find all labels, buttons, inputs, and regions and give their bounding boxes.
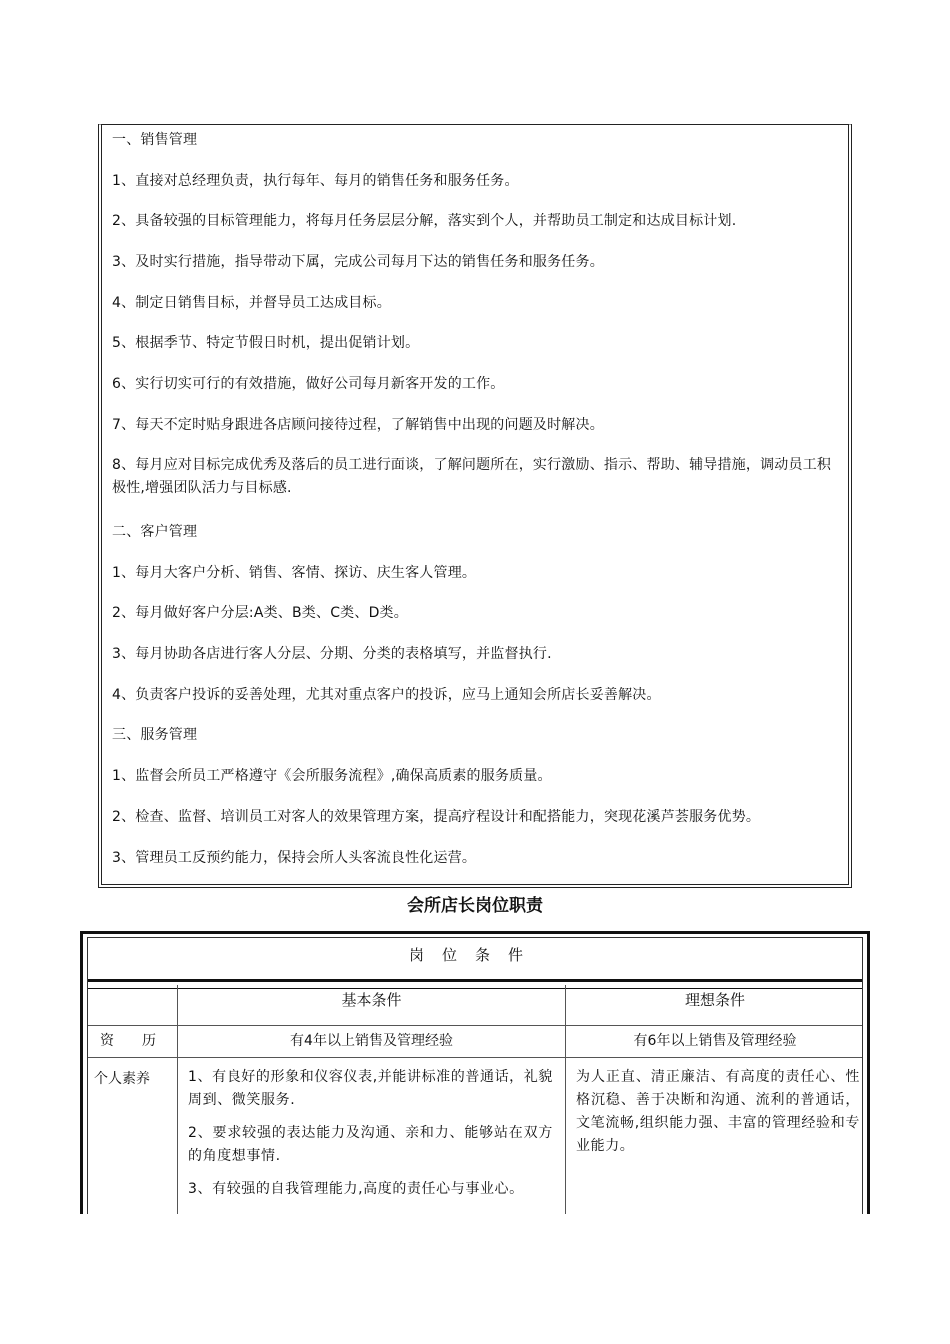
sales-item-8: 8、每月应对目标完成优秀及落后的员工进行面谈，了解问题所在，实行激励、指示、帮助、辅导措施，调动员工积极性,增强团队活力与目标感. [112, 457, 832, 496]
conditions-table-inner [87, 937, 863, 1214]
sales-item-1: 1、直接对总经理负责，执行每年、每月的销售任务和服务任务。 [112, 173, 519, 189]
customer-item-1: 1、每月大客户分析、销售、客情、探访、庆生客人管理。 [112, 565, 477, 581]
basic-requirement-3: 3、有较强的自我管理能力,高度的责任心与事业心。 [188, 1181, 524, 1197]
qualification-basic: 有4年以上销售及管理经验 [290, 1033, 453, 1049]
sales-item-5: 5、根据季节、特定节假日时机，提出促销计划。 [112, 335, 420, 351]
row-label-qualification: 资 历 [100, 1033, 156, 1049]
basic-requirement-1: 1、有良好的形象和仪容仪表,并能讲标准的普通话，礼貌周到、微笑服务. [188, 1069, 553, 1108]
sales-item-3: 3、及时实行措施，指导带动下属，完成公司每月下达的销售任务和服务任务。 [112, 254, 604, 270]
sales-item-7: 7、每天不定时贴身跟进各店顾问接待过程，了解销售中出现的问题及时解决。 [112, 417, 604, 433]
qualification-ideal: 有6年以上销售及管理经验 [633, 1033, 797, 1049]
page-title: 会所店长岗位职责 [407, 896, 543, 916]
service-item-3: 3、管理员工反预约能力，保持会所人头客流良性化运营。 [112, 850, 477, 866]
personal-quality-basic [188, 1066, 553, 1211]
customer-item-3: 3、每月协助各店进行客人分层、分期、分类的表格填写，并监督执行. [112, 646, 552, 662]
section-heading-service: 三、服务管理 [112, 727, 198, 743]
personal-quality-ideal: 为人正直、清正廉洁、有高度的责任心、性格沉稳、善于决断和沟通、流利的普通话，文笔流畅,组织能力强、丰富的管理经验和专业能力。 [576, 1069, 860, 1154]
duties-box [98, 124, 852, 888]
column-header-basic: 基本条件 [341, 991, 402, 1009]
header-divider [88, 979, 862, 989]
sales-item-2: 2、具备较强的目标管理能力，将每月任务层层分解，落实到个人，并帮助员工制定和达成目标计划. [112, 213, 737, 229]
row-divider-1 [88, 1025, 862, 1026]
service-item-1: 1、监督会所员工严格遵守《会所服务流程》,确保高质素的服务质量。 [112, 768, 552, 784]
row-divider-2 [88, 1057, 862, 1058]
row-label-personal-quality: 个人素养 [94, 1071, 150, 1087]
column-header-ideal: 理想条件 [684, 991, 745, 1009]
column-divider-2 [565, 985, 566, 1214]
service-item-2: 2、检查、监督、培训员工对客人的效果管理方案，提高疗程设计和配搭能力，突现花溪芦荟服务优势。 [112, 809, 761, 825]
table-header: 岗位条件 [408, 946, 541, 964]
section-heading-sales: 一、销售管理 [112, 132, 198, 148]
basic-requirement-2: 2、要求较强的表达能力及沟通、亲和力、能够站在双方的角度想事情. [188, 1125, 553, 1164]
customer-item-4: 4、负责客户投诉的妥善处理，尤其对重点客户的投诉，应马上通知会所店长妥善解决。 [112, 687, 661, 703]
column-divider-1 [177, 985, 178, 1214]
sales-item-6: 6、实行切实可行的有效措施，做好公司每月新客开发的工作。 [112, 376, 505, 392]
conditions-table [80, 931, 870, 1214]
sales-item-4: 4、制定日销售目标，并督导员工达成目标。 [112, 295, 391, 311]
section-heading-customer: 二、客户管理 [112, 524, 198, 540]
customer-item-2: 2、每月做好客户分层:A类、B类、C类、D类。 [112, 605, 408, 621]
